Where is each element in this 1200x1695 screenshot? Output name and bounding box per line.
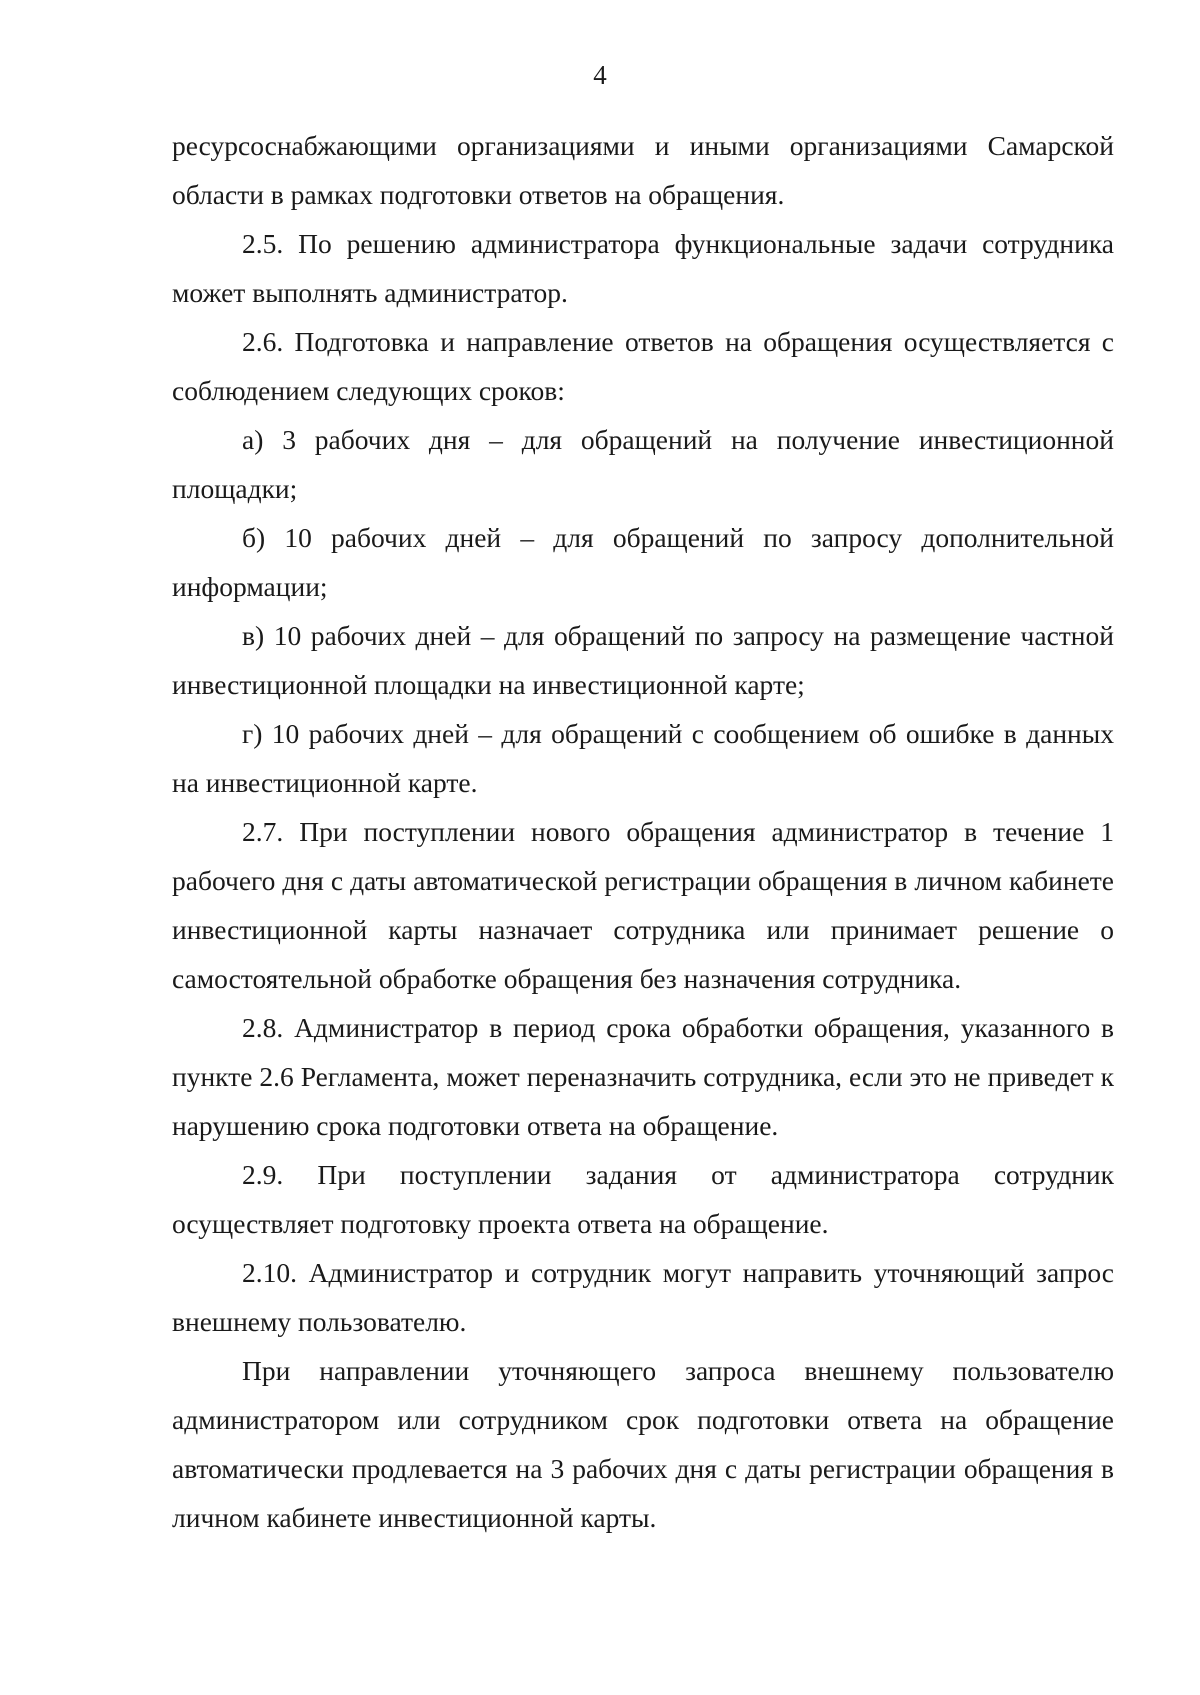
paragraph-continuation: ресурсоснабжающими организациями и иными организациями Самарской области в рамках подготовки ответов на обращения. <box>172 130 1114 210</box>
paragraph-2-5: 2.5. По решению администратора функциональные задачи сотрудника может выполнять администратор. <box>172 228 1114 308</box>
list-item-b: б) 10 рабочих дней – для обращений по запросу дополнительной информации; <box>172 522 1114 602</box>
paragraph-2-7: 2.7. При поступлении нового обращения администратор в течение 1 рабочего дня с даты автоматической регистрации обращения в личном кабинете инвестиционной карты назначает сотрудника или принимает решение о самостоятельной обработке обращения без назначения сотрудника. <box>172 816 1114 994</box>
paragraph-2-10: 2.10. Администратор и сотрудник могут направить уточняющий запрос внешнему пользователю. <box>172 1257 1114 1337</box>
paragraph-2-8: 2.8. Администратор в период срока обработки обращения, указанного в пункте 2.6 Регламента, может переназначить сотрудника, если это не приведет к нарушению срока подготовки ответа на обращение. <box>172 1012 1114 1141</box>
paragraph-extension: При направлении уточняющего запроса внешнему пользователю администратором или сотрудником срок подготовки ответа на обращение автоматически продлевается на 3 рабочих дня с даты регистрации обращения в личном кабинете инвестиционной карты. <box>172 1355 1114 1533</box>
list-item-a: а) 3 рабочих дня – для обращений на получение инвестиционной площадки; <box>172 424 1114 504</box>
list-item-g: г) 10 рабочих дней – для обращений с сообщением об ошибке в данных на инвестиционной карте. <box>172 718 1114 798</box>
list-item-v: в) 10 рабочих дней – для обращений по запросу на размещение частной инвестиционной площадки на инвестиционной карте; <box>172 620 1114 700</box>
page-number: 4 <box>593 60 607 90</box>
paragraph-2-9: 2.9. При поступлении задания от администратора сотрудник осуществляет подготовку проекта ответа на обращение. <box>172 1159 1114 1239</box>
document-body <box>172 121 1114 1542</box>
paragraph-2-6: 2.6. Подготовка и направление ответов на обращения осуществляется с соблюдением следующих сроков: <box>172 326 1114 406</box>
